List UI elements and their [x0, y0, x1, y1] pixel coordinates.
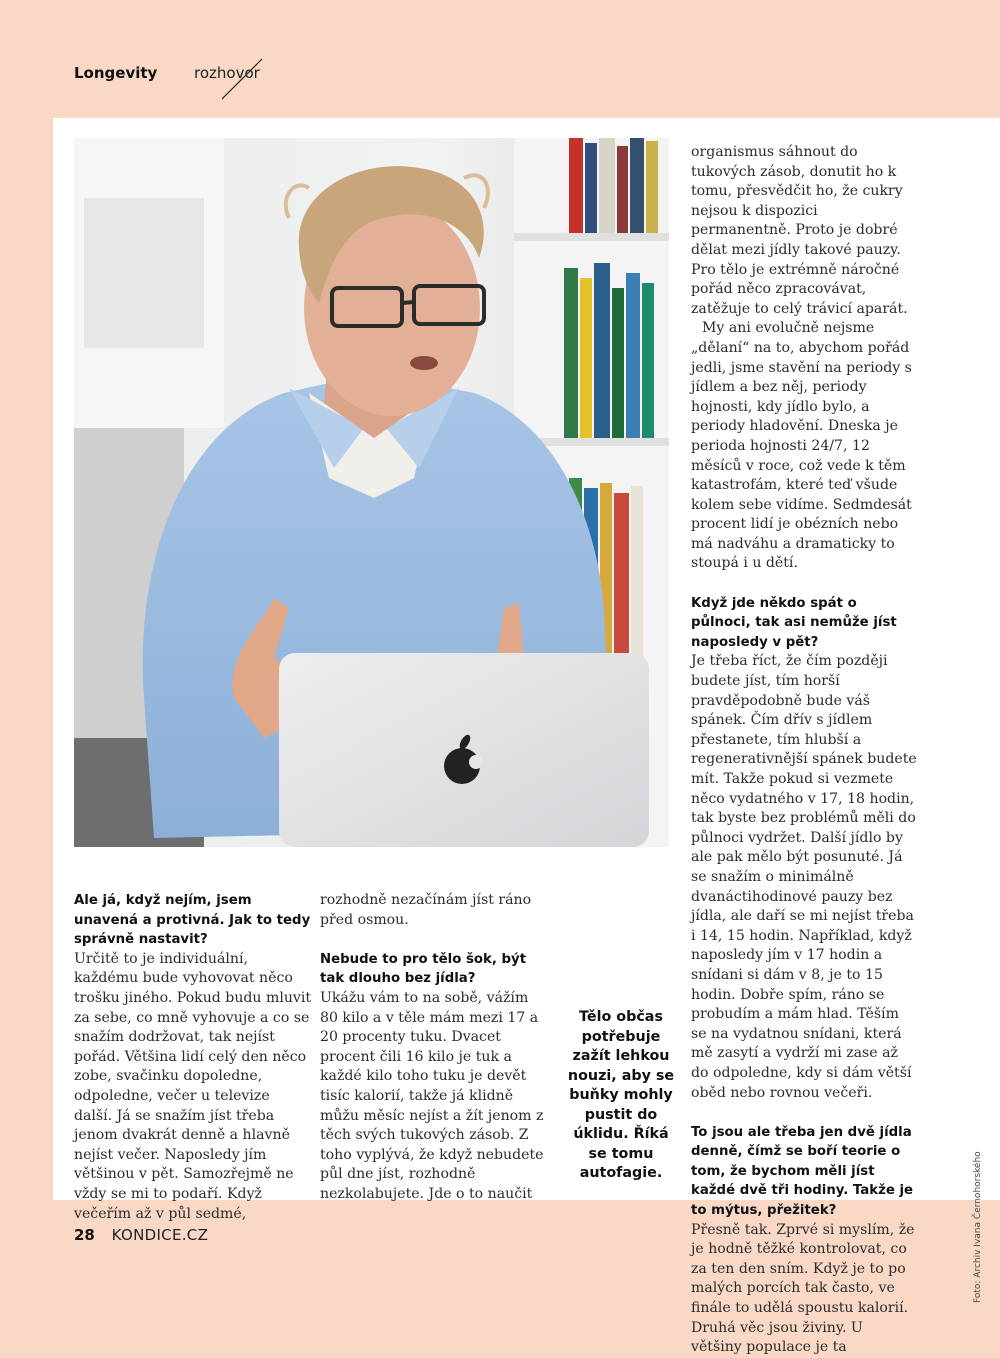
column-1 — [74, 891, 312, 1224]
question-heading: Nebude to pro tělo šok, být tak dlouho bez jídla? — [320, 951, 527, 987]
column-2 — [320, 891, 548, 1205]
photo-credit: Foto: Archiv Ivana Černohorského — [973, 1151, 983, 1303]
section-label: Longevity — [74, 64, 158, 82]
pull-quote: Tělo občas potřebuje zažít lehkou nouzi, aby se buňky mohly pustit do úklidu. Říká se tomu autofagie. — [567, 1009, 675, 1181]
paragraph: My ani evolučně nejsme „dělaní“ na to, abychom pořád jedli, jsme stavění na periody s jídlem a bez něj, periody hojnosti, kdy jídlo bylo, a periody hladovění. Dneska je perioda hojnosti 24/7, 12 měsíců v roce, což vede k těm katastrofám, které teď všude kolem sebe vidíme. Sedmdesát procent lidí je obézních nebo má nadváhu a dramaticky to stoupá i u dětí. — [691, 320, 912, 572]
question-heading: To jsou ale třeba jen dvě jídla denně, čímž se boří teorie o tom, že bychom měli jíst každé dvě tři hodiny. Takže je to mýtus, přežitek? — [691, 1124, 914, 1219]
answer-paragraph: Je třeba říct, že čím později budete jíst, tím horší pravděpodobně bude váš spánek. Čím dřív s jídlem přestanete, tím hlubší a regenerativnější spánek budete mít. Takže pokud si vezmete něco vydatného v 17, 18 hodin, tak byste bez problémů měli do půlnoci vydržet. Další jídlo by ale pak mělo být posunuté. Já se snažím o minimálně dvanáctihodinové pauzy bez jídla, ale daří se mi nejíst třeba i 14, 15 hodin. Například, když naposledy jím v 17 hodin a snídani si dám v 8, je to 15 hodin. Dobře spím, ráno se probudím a mám hlad. Těším se na vydatnou snídani, která mě zasytí a vydrží mi zase až do odpoledne, kdy si dám větší oběd nebo rovnou večeři. — [691, 653, 917, 1101]
photo-illustration — [74, 138, 669, 847]
page-footer — [74, 1226, 208, 1244]
paragraph: rozhodně nezačínám jíst ráno před osmou. — [320, 892, 532, 928]
page-header — [74, 58, 474, 98]
question-heading: Když jde někdo spát o půlnoci, tak asi nemůže jíst naposledy v pět? — [691, 595, 897, 650]
answer-paragraph: Ukážu vám to na sobě, vážím 80 kilo a v těle mám mezi 17 a 20 procenty tuku. Dvacet procent čili 16 kilo je tuk a každé kilo toho tuku je devět tisíc kalorií, takže já klidně můžu měsíc nejíst a žít jenom z těch svých tukových zásob. Z toho vyplývá, že když nebudete půl dne jíst, rozhodně nezkolabujete. Jde o to naučit — [320, 989, 544, 1202]
page-number: 28 — [74, 1226, 95, 1244]
answer-paragraph: Přesně tak. Zprvé si myslím, že je hodně těžké kontrolovat, co za ten den sním. Když je to po malých porcích tak často, ve finále to udělá spoustu kalorií. Druhá věc jsou živiny. U většiny populace je ta — [691, 1221, 915, 1356]
man-with-laptop-photo — [74, 138, 669, 847]
column-3 — [691, 143, 918, 1358]
magazine-name: KONDICE.CZ — [111, 1226, 209, 1244]
subsection-label: rozhovor — [194, 64, 260, 82]
answer-paragraph: Určitě to je individuální, každému bude vyhovovat něco trošku jiného. Pokud budu mluvit za sebe, co mně vyhovuje a co se snažím dodržovat, tak nejíst pořád. Většina lidí celý den něco zobe, svačinku dopoledne, odpoledne, večer u televize další. Já se snažím jíst třeba jenom dvakrát denně a hlavně nejíst večer. Naposledy jím většinou v pět. Samozřejmě ne vždy se mi to podaří. Když večeřím až v půl sedmé, — [74, 950, 312, 1222]
question-heading: Ale já, když nejím, jsem unavená a protivná. Jak to tedy správně nastavit? — [74, 893, 311, 948]
paragraph: organismus sáhnout do tukových zásob, donutit ho k tomu, přesvědčit ho, že cukry nejsou k dispozici permanentně. Proto je dobré dělat mezi jídly takové pauzy. Pro tělo je extrémně náročné pořád něco zpracovávat, zatěžuje to celý trávicí aparát. — [691, 144, 908, 317]
